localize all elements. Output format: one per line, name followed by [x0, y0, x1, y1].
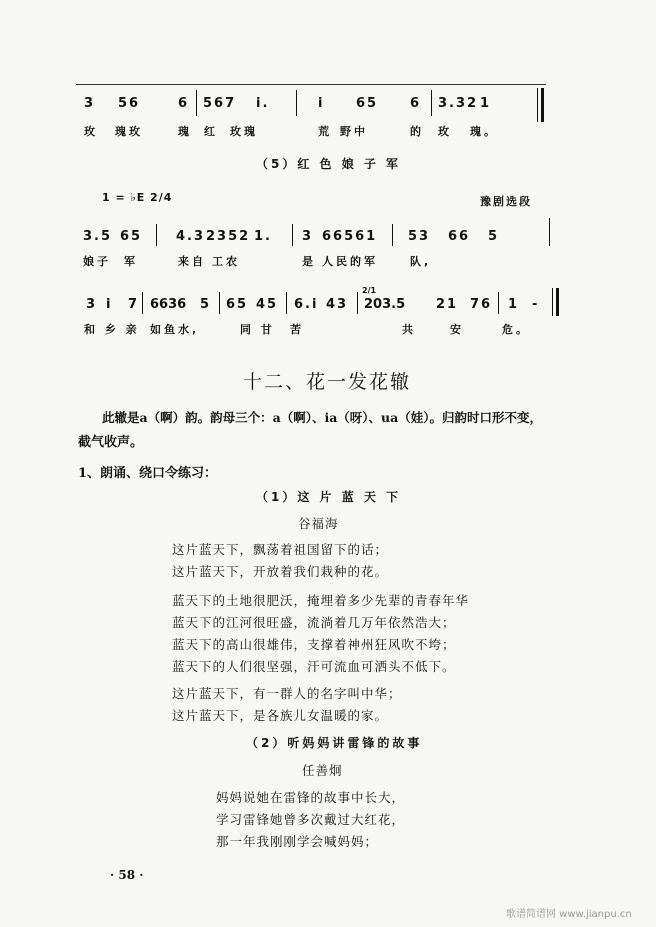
note: 3.5	[83, 229, 113, 244]
note: 6	[178, 96, 190, 111]
chapter-intro: 此辙是a（啊）韵。韵母三个：a（啊）、ia（呀）、ua（娃）。归韵时口形不变，	[102, 410, 542, 425]
note: 3	[302, 229, 314, 244]
lyric: 军	[124, 255, 138, 268]
lyric: 人民的军	[322, 255, 378, 268]
lyric: 安	[450, 323, 464, 336]
poem-line: 蓝天下的高山很雄伟，支撑着神州狂风吹不垮；	[172, 637, 456, 652]
lyric: 来自	[178, 255, 206, 268]
note: 6	[410, 96, 422, 111]
final-barline-thick	[556, 288, 559, 316]
note: 65	[356, 96, 379, 111]
final-barline	[552, 288, 553, 316]
poem-line: 蓝天下的人们很坚强，汗可流血可洒头不低下。	[172, 659, 456, 674]
lyric: 玫瑰	[230, 125, 258, 138]
lyric: 瑰	[178, 125, 192, 138]
lyric: 的	[410, 125, 424, 138]
note: 21	[436, 297, 459, 312]
barline	[292, 224, 293, 246]
poem-line: 这片蓝天下，飘荡着祖国留下的话；	[172, 542, 389, 557]
lyric: 红	[204, 125, 218, 138]
final-barline	[537, 88, 538, 122]
note: 5	[200, 297, 212, 312]
watermark: 歌谱简谱网 www.jianpu.cn	[506, 909, 632, 920]
poem-author: 谷福海	[298, 516, 339, 531]
lyric: 如鱼水,	[150, 323, 200, 336]
barline	[357, 292, 358, 314]
lyric: 瑰玫	[115, 125, 143, 138]
lyric: 野中	[340, 125, 368, 138]
note: 65	[226, 297, 249, 312]
poem-author: 任善炯	[302, 763, 343, 778]
note: -	[532, 297, 540, 312]
note: 66	[448, 229, 471, 244]
lyric: 共	[402, 323, 416, 336]
chapter-title: 十二、花一发花辙	[243, 371, 412, 393]
note: i	[318, 96, 325, 111]
note: 6636	[150, 297, 187, 312]
note: 6.i	[294, 297, 319, 312]
poem-line: 这片蓝天下，开放着我们栽种的花。	[172, 564, 389, 579]
poem-line: 蓝天下的江河很旺盛，流淌着几万年依然浩大；	[172, 615, 456, 630]
lyric: 玫	[84, 125, 98, 138]
barline	[498, 292, 499, 314]
note: 43	[326, 297, 349, 312]
note: 3	[86, 297, 98, 312]
barline	[296, 90, 297, 116]
note: 1.	[254, 229, 272, 244]
song-title: （5）红 色 娘 子 军	[256, 157, 402, 171]
lyric: 是	[302, 255, 316, 268]
page-number: · 58 ·	[110, 868, 144, 882]
note: 1	[480, 96, 492, 111]
poem-line: 这片蓝天下，有一群人的名字叫中华；	[172, 686, 402, 701]
note: 3.32	[438, 96, 479, 111]
barline	[549, 218, 550, 246]
note: i.	[256, 96, 270, 111]
note: 65	[120, 229, 143, 244]
poem-line: 蓝天下的土地很肥沃，掩埋着多少先辈的青春年华	[172, 593, 470, 608]
barline	[392, 224, 393, 246]
staff-top-line	[76, 84, 546, 85]
note: 567	[203, 96, 237, 111]
note: 2352	[206, 229, 251, 244]
final-barline-thick	[541, 88, 544, 122]
barline	[219, 292, 220, 314]
poem-line: 这片蓝天下，是各族儿女温暖的家。	[172, 708, 389, 723]
note: 45	[256, 297, 279, 312]
note: 1	[508, 297, 520, 312]
lyric: 苦	[290, 323, 304, 336]
barline	[286, 292, 287, 314]
key-signature: 1 = ♭E 2/4	[102, 191, 173, 204]
lyric: 娘子	[83, 255, 111, 268]
lyric: 荒	[318, 125, 332, 138]
lyric: 队,	[410, 255, 432, 268]
lyric: 瑰。	[470, 125, 498, 138]
note: 2/1	[362, 286, 377, 295]
poem-title: （1）这 片 蓝 天 下	[256, 490, 402, 504]
barline	[156, 224, 157, 246]
note: 7	[128, 297, 140, 312]
note: 66561	[322, 229, 378, 244]
note: 3	[84, 96, 96, 111]
note: 56	[118, 96, 141, 111]
note: 5	[488, 229, 500, 244]
poem-title: （2）听妈妈讲雷锋的故事	[246, 736, 423, 750]
lyric: 工农	[212, 255, 240, 268]
poem-line: 妈妈说她在雷锋的故事中长大，	[216, 790, 406, 805]
poem-line: 那一年我刚刚学会喊妈妈；	[216, 834, 379, 849]
barline	[431, 90, 432, 116]
barline	[142, 292, 143, 314]
barline	[196, 90, 197, 116]
note: 203.5	[364, 297, 406, 312]
note: 4.3	[176, 229, 206, 244]
chapter-intro: 截气收声。	[78, 435, 144, 450]
note: 76	[470, 297, 493, 312]
lyric: 同 甘	[240, 323, 275, 336]
song-source: 豫剧选段	[480, 195, 532, 208]
lyric: 玫	[438, 125, 452, 138]
exercise-heading: 1、朗诵、绕口令练习：	[78, 466, 218, 481]
poem-line: 学习雷锋她曾多次戴过大红花，	[216, 812, 406, 827]
lyric: 危。	[502, 323, 530, 336]
lyric: 和 乡 亲	[84, 323, 140, 336]
note: 53	[408, 229, 431, 244]
note: i	[106, 297, 113, 312]
